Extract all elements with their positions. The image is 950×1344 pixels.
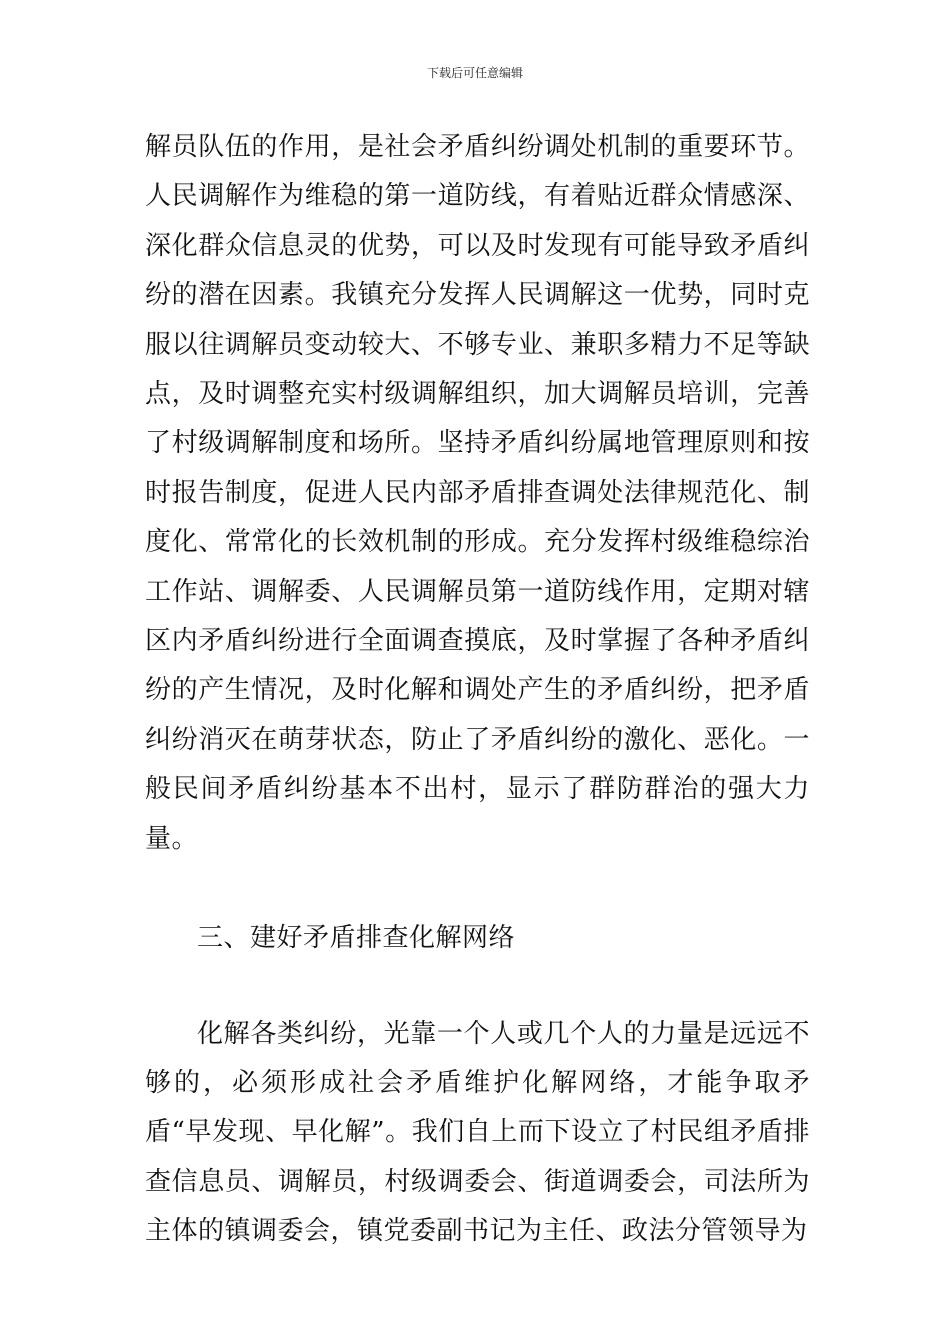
document-body [145,123,810,1257]
paragraph-gap [145,864,810,914]
page-header-note: 下载后可任意编辑 [426,66,523,80]
section-heading: 三、建好矛盾排查化解网络 [197,923,516,954]
paragraph-gap [145,964,810,1010]
body-paragraph: 化解各类纠纷，光靠一个人或几个人的力量是远远不够的，必须形成社会矛盾维护化解网络，才能争取矛盾“早发现、早化解”。我们自上而下设立了村民组矛盾排查信息员、调解员，村级调委会、街道调委会，司法所为主体的镇调委会，镇党委副书记为主任、政法分管领导为 [145,1018,810,1247]
body-paragraph-continued: 解员队伍的作用，是社会矛盾纠纷调处机制的重要环节。人民调解作为维稳的第一道防线，有着贴近群众情感深、深化群众信息灵的优势，可以及时发现有可能导致矛盾纠纷的潜在因素。我镇充分发挥人民调解这一优势，同时克服以往调解员变动较大、不够专业、兼职多精力不足等缺点，及时调整充实村级调解组织，加大调解员培训，完善了村级调解制度和场所。坚持矛盾纠纷属地管理原则和按时报告制度，促进人民内部矛盾排查调处法律规范化、制度化、常常化的长效机制的形成。充分发挥村级维稳综治工作站、调解委、人民调解员第一道防线作用，定期对辖区内矛盾纠纷进行全面调查摸底，及时掌握了各种矛盾纠纷的产生情况，及时化解和调处产生的矛盾纠纷，把矛盾纠纷消灭在萌芽状态，防止了矛盾纠纷的激化、恶化。一般民间矛盾纠纷基本不出村，显示了群防群治的强大力量。 [145,132,810,854]
